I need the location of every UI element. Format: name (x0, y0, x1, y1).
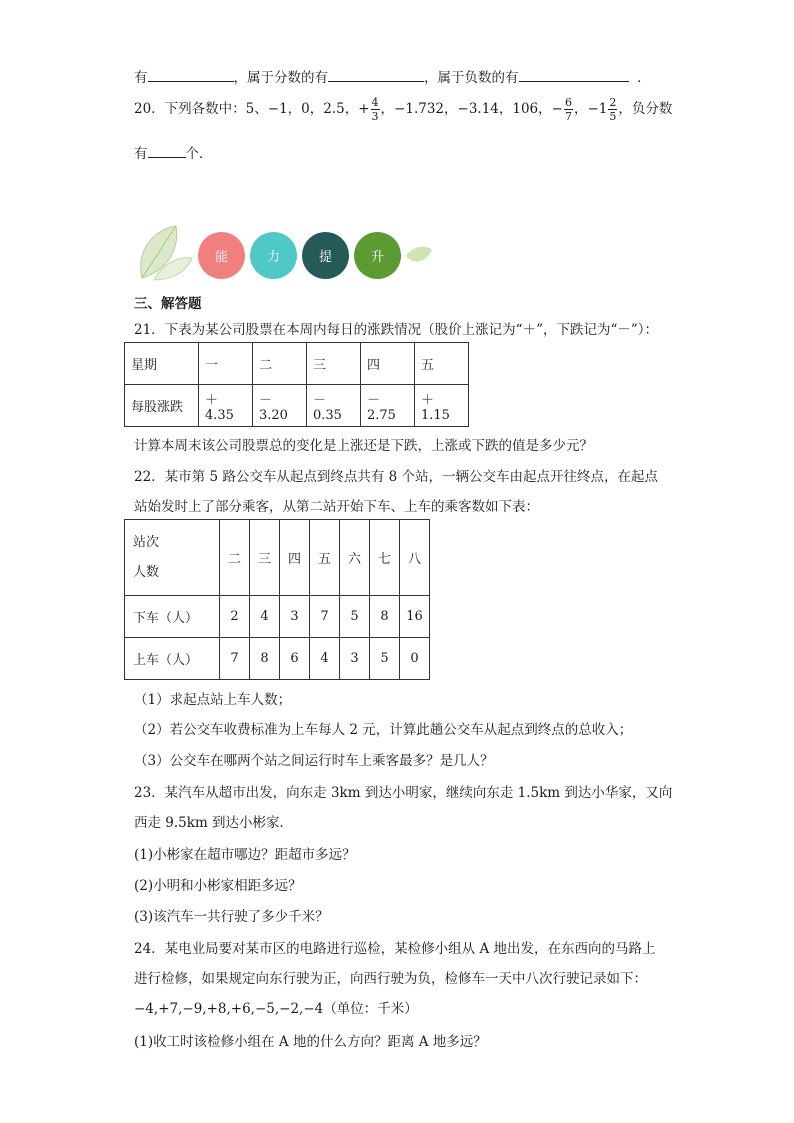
table-cell: 2 (220, 596, 250, 638)
fraction-numerator: 2 (609, 96, 617, 109)
ability-banner (134, 222, 434, 282)
table-cell: 六 (340, 520, 370, 596)
table-row (125, 343, 469, 385)
bus-passenger-table (124, 519, 430, 680)
section-title: 三、解答题 (134, 296, 202, 312)
badge-circle-3 (302, 232, 349, 279)
fraction (371, 96, 380, 123)
fraction-denominator: 3 (371, 110, 379, 123)
q19-end: ． (637, 70, 651, 86)
q19-mid1: ，属于分数的有 (233, 70, 328, 86)
table-cell: 每股涨跌 (125, 385, 199, 427)
table-cell: 五 (415, 343, 469, 385)
table-cell: 上车（人） (125, 638, 220, 680)
table-corner-cell (125, 520, 220, 596)
small-leaf-icon (404, 244, 434, 268)
q24-line3: −4,+7,−9,+8,+6,−5,−2,−4（单位：千米） (134, 1001, 418, 1017)
table-cell: 4 (250, 596, 280, 638)
q20-text: ，−1 (573, 101, 608, 117)
table-cell: 三 (307, 343, 361, 385)
table-cell: 3 (280, 596, 310, 638)
q19-prefix: 有 (134, 70, 148, 86)
answer-blank[interactable] (148, 143, 186, 158)
answer-blank[interactable] (148, 67, 234, 82)
q24-sub1: (1)收工时该检修小组在 A 地的什么方向？距离 A 地多远？ (134, 1034, 487, 1050)
q20-text: ，负分数 (618, 101, 673, 117)
q19-blanks-line (134, 66, 651, 86)
q23-sub3: (3)该汽车一共行驶了多少千米？ (134, 909, 329, 925)
table-cell: 二 (253, 343, 307, 385)
table-cell: 3 (340, 638, 370, 680)
table-row (125, 596, 430, 638)
fraction (608, 96, 617, 123)
q24-line2: 进行检修，如果规定向东行驶为正，向西行驶为负，检修车一天中八次行驶记录如下： (134, 971, 647, 987)
table-cell: 七 (370, 520, 400, 596)
table-cell: 二 (220, 520, 250, 596)
fraction-numerator: 6 (564, 96, 572, 109)
q22-sub1: （1）求起点站上车人数； (134, 692, 292, 708)
table-cell: －0.35 (307, 385, 361, 427)
q19-mid2: ，属于负数的有 (424, 70, 519, 86)
table-cell: 0 (400, 638, 430, 680)
q22-line1: 22．某市第 5 路公交车从起点到终点共有 8 个站，一辆公交车由起点开往终点，在起点 (134, 469, 659, 485)
table-cell: 一 (199, 343, 253, 385)
q20-line2 (134, 142, 213, 162)
q21-question: 计算本周末该公司股票总的变化是上涨还是下跌，上涨或下跌的值是多少元？ (134, 438, 593, 454)
badge-label: 提 (318, 250, 332, 265)
table-cell: 四 (280, 520, 310, 596)
table-cell: 8 (250, 638, 280, 680)
q21-text: 21．下表为某公司股票在本周内每日的涨跌情况（股价上涨记为“＋”，下跌记为“－”）： (134, 322, 659, 338)
q23-sub1: (1)小彬家在超市哪边？距超市多远？ (134, 847, 356, 863)
badge-circle-4 (354, 232, 401, 279)
badge-label: 升 (370, 250, 384, 265)
table-cell: 三 (250, 520, 280, 596)
table-row (125, 520, 430, 596)
q20-text: 20．下列各数中：5、−1，0，2.5，+ (134, 101, 370, 117)
badge-label: 能 (214, 250, 228, 265)
table-cell: 下车（人） (125, 596, 220, 638)
leaf-icon (134, 222, 194, 282)
q22-sub3: （3）公交车在哪两个站之间运行时车上乘客最多？是几人？ (134, 753, 494, 769)
table-cell: 5 (370, 638, 400, 680)
q23-sub2: (2)小明和小彬家相距多远？ (134, 878, 302, 894)
badge-circle-2 (250, 232, 297, 279)
q23-line2: 西走 9.5km 到达小彬家． (134, 815, 294, 831)
table-cell: 五 (310, 520, 340, 596)
q22-line2: 站始发时上了部分乘客，从第二站开始下车、上车的乘客数如下表： (134, 499, 539, 515)
q24-line1: 24．某电业局要对某市区的电路进行巡检，某检修小组从 A 地出发，在东西向的马路上 (134, 941, 656, 957)
corner-label: 站次 (133, 534, 160, 550)
table-cell: 5 (340, 596, 370, 638)
fraction-denominator: 7 (564, 110, 572, 123)
table-cell: 16 (400, 596, 430, 638)
table-cell: 星期 (125, 343, 199, 385)
q20-text: ，−1.732，−3.14，106，− (380, 101, 563, 117)
badge-label: 力 (266, 250, 280, 265)
q20-text: 个． (185, 146, 213, 162)
table-cell: ＋4.35 (199, 385, 253, 427)
answer-blank[interactable] (519, 67, 629, 82)
table-cell: 6 (280, 638, 310, 680)
q22-sub2: （2）若公交车收费标准为上车每人 2 元，计算此趟公交车从起点到终点的总收入； (134, 722, 633, 738)
table-cell: 8 (370, 596, 400, 638)
q20-text: 有 (134, 146, 148, 162)
q23-line1: 23．某汽车从超市出发，向东走 3km 到达小明家，继续向东走 1.5km 到达小华家，又向 (134, 785, 673, 801)
fraction (564, 96, 573, 123)
table-row (125, 385, 469, 427)
table-cell: －2.75 (361, 385, 415, 427)
stock-change-table (124, 342, 469, 427)
fraction-numerator: 4 (371, 96, 379, 109)
table-cell: 八 (400, 520, 430, 596)
badge-circle-1 (198, 232, 245, 279)
table-cell: 4 (310, 638, 340, 680)
table-row (125, 638, 430, 680)
table-cell: 四 (361, 343, 415, 385)
table-cell: 7 (220, 638, 250, 680)
answer-blank[interactable] (328, 67, 424, 82)
table-cell: －3.20 (253, 385, 307, 427)
fraction-denominator: 5 (609, 110, 617, 123)
corner-label: 人数 (133, 564, 160, 580)
table-cell: 7 (310, 596, 340, 638)
q20-line1 (134, 96, 672, 123)
table-cell: ＋1.15 (415, 385, 469, 427)
